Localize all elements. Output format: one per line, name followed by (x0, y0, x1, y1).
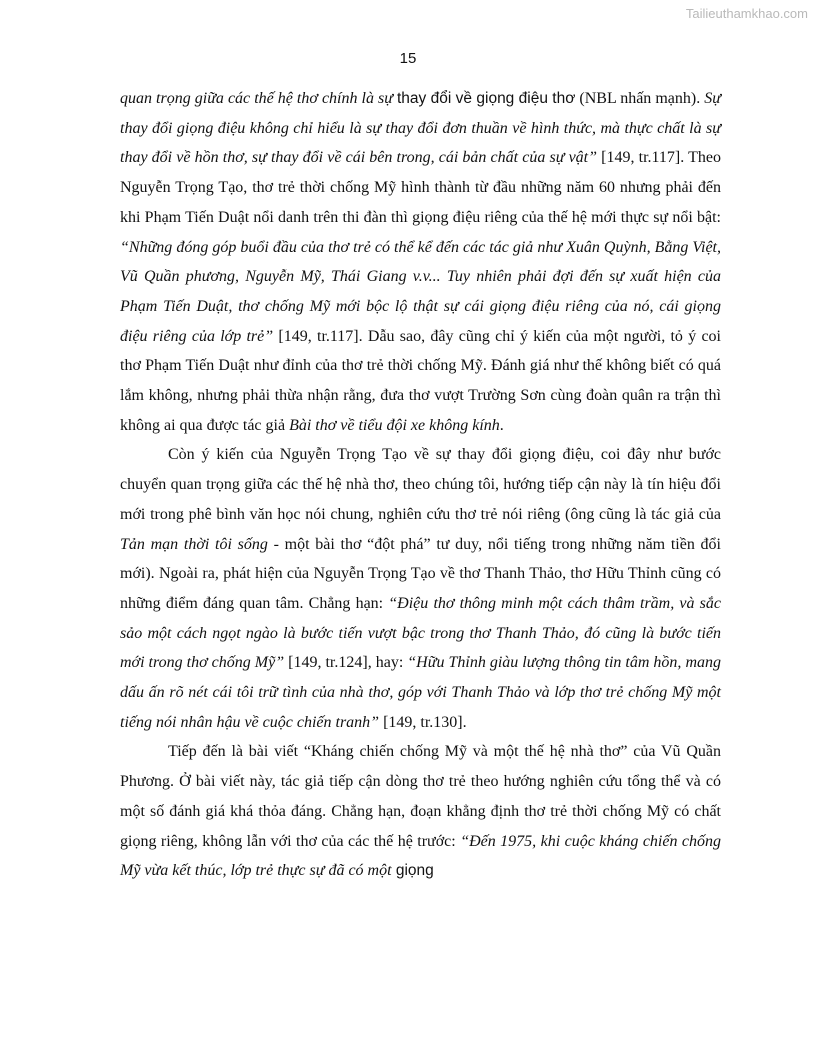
text-run: (NBL nhấn mạnh). (575, 90, 705, 107)
paragraph-1 (120, 84, 721, 440)
quote-fragment: Sự thay đổi giọng điệu không chỉ hiểu là sự thay đổi đơn thuần về hình thức, mà thực chất là sự thay đổi về hồn thơ, sự thay đổi về cái bên trong, cái bản chất của sự vật” (120, 90, 721, 167)
text-run: Còn ý kiến của Nguyễn Trọng Tạo về sự thay đổi giọng điệu, coi đây như bước chuyển quan trọng giữa các thế hệ nhà thơ, theo chúng tôi, hướng tiếp cận này là tín hiệu đổi mới trong phê bình văn học nói chung, nghiên cứu thơ trẻ nói riêng (ông cũng là tác giả của (120, 446, 721, 523)
text-run: [149, tr.117]. Dẫu sao, đây cũng chỉ ý kiến của một người, tỏ ý coi thơ Phạm Tiến Duật như đỉnh của thơ trẻ thời chống Mỹ. Đánh giá như thế không biết có quá lắm không, nhưng phải thừa nhận rằng, đưa thơ vượt Trường Sơn cùng đoàn quân ra trận thì không ai qua được tác giả (120, 327, 721, 434)
page-number: 15 (399, 50, 417, 67)
watermark: Tailieuthamkhao.com (685, 6, 808, 21)
text-run: [149, tr.124], hay: (284, 654, 408, 672)
emphasized-phrase: thay đổi về giọng điệu thơ (397, 90, 576, 107)
paragraph-3 (120, 737, 721, 886)
text-run: giọng (391, 862, 434, 880)
quote-fragment: quan trọng giữa các thế hệ thơ chính là sự (120, 90, 397, 107)
text-run: Tiếp đến là bài viết “Kháng chiến chống Mỹ và một thế hệ nhà thơ” của Vũ Quần Phương. Ở bài viết này, tác giả tiếp cận dòng thơ trẻ theo hướng nghiên cứu tổng thể và có một số đánh giá khá thỏa đáng. Chẳng hạn, đoạn khẳng định thơ trẻ thời chống Mỹ có chất giọng riêng, không lẫn với thơ của các thế hệ trước: (120, 743, 721, 850)
quote-fragment: “Đến 1975, khi cuộc kháng chiến chống Mỹ vừa kết thúc, lớp trẻ thực sự đã có một (120, 832, 722, 880)
quote-fragment: “Những đóng góp buổi đầu của thơ trẻ có thể kể đến các tác giả như Xuân Quỳnh, Bằng Việt, Vũ Quần phương, Nguyễn Mỹ, Thái Giang v.v... Tuy nhiên phải đợi đến sự xuất hiện của Phạm Tiến Duật, thơ chống Mỹ mới bộc lộ thật sự cái giọng điệu riêng của nó, cái giọng điệu riêng của lớp trẻ” (120, 238, 721, 345)
quote-fragment: “Điệu thơ thông minh một cách thâm trầm, và sắc sảo một cách ngọt ngào là bước tiến vượt bậc trong thơ Thanh Thảo, đó cũng là bước tiến mới trong thơ chống Mỹ” (120, 594, 721, 672)
quote-fragment: “Hữu Thỉnh giàu lượng thông tin tâm hồn, mang dấu ấn rõ nét cái tôi trữ tình của nhà thơ, góp với Thanh Thảo và lớp thơ trẻ chống Mỹ một tiếng nói nhân hậu về cuộc chiến tranh” (120, 654, 721, 731)
text-run: . (499, 416, 504, 434)
text-run: - một bài thơ “đột phá” tư duy, nổi tiếng trong những năm tiền đổi mới). Ngoài ra, phát hiện của Nguyễn Trọng Tạo về thơ Thanh Thảo, thơ Hữu Thỉnh cũng có những điểm đáng quan tâm. Chẳng hạn: (120, 535, 721, 612)
work-title: Bài thơ về tiểu đội xe không kính (289, 416, 500, 434)
text-run: [149, tr.130]. (379, 713, 467, 731)
work-title: Tản mạn thời tôi sống (120, 535, 268, 553)
body-text (120, 84, 721, 886)
paragraph-2 (120, 440, 721, 737)
text-run: [149, tr.117]. Theo Nguyễn Trọng Tạo, thơ trẻ thời chống Mỹ hình thành từ đầu những năm 60 nhưng phải đến khi Phạm Tiến Duật nổi danh trên thi đàn thì giọng điệu riêng của thế hệ mới thực sự nổi bật: (120, 149, 721, 226)
